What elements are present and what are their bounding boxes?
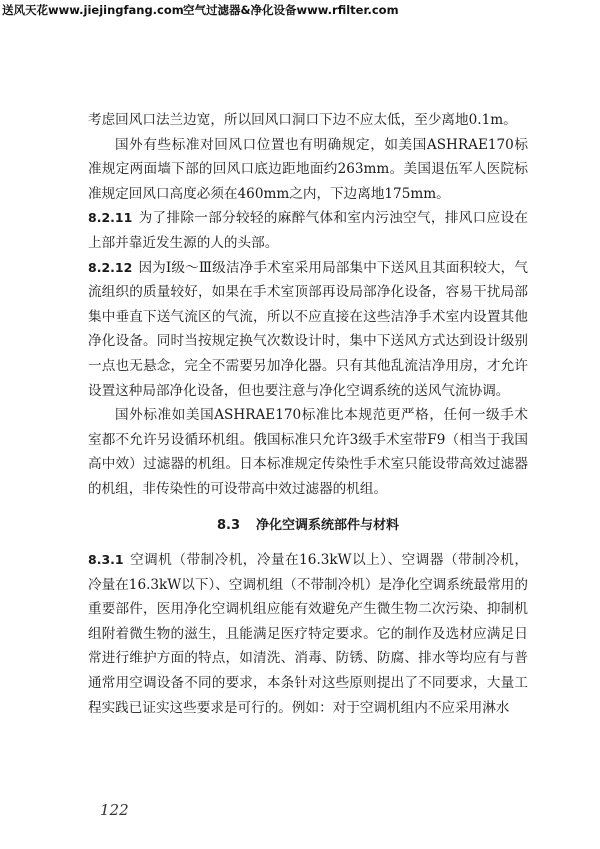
clause-8-2-12 — [88, 256, 528, 404]
paragraph-continued: 考虑回风口法兰边宽，所以回风口洞口下边不应太低，至少离地0.1m。 — [88, 112, 517, 128]
header-right-site: 空气过滤器&净化设备www.rfilter.com — [183, 3, 399, 17]
site-header — [0, 0, 600, 20]
clause-text: 因为Ⅰ级～Ⅲ级洁净手术室采用局部集中下送风且其面积较大，气流组织的质量较好，如果在手术室顶部再设局部净化设备，容易干扰局部集中垂直下送气流区的气流，所以不应直接在这些洁净手术室内设置其他净化设备。同时当按规定换气次数设计时，集中下送风方式达到设计级别一点也无悬念，完全不需要另加净化器。只有其他乱流洁净用房，才允许设置这种局部净化设备，但也要注意与净化空调系统的送风气流协调。 — [88, 259, 528, 399]
clause-text: 为了排除一部分较轻的麻醉气体和室内污浊空气，排风口应设在上部并靠近发生源的人的头部。 — [88, 210, 528, 251]
paragraph-foreign-comparison: 国外标准如美国ASHRAE170标准比本规范更严格，任何一级手术室都不允许另设循环机组。俄国标准只允许3级手术室带F9（相当于我国高中效）过滤器的机组。日本标准规定传染性手术室只能设带高效过滤器的机组，非传染性的可设带高中效过滤器的机组。 — [88, 407, 528, 497]
page-number: 122 — [100, 801, 129, 819]
section-heading — [88, 514, 528, 539]
header-left-site: 送风天花www.jiejingfang.com — [2, 3, 184, 17]
section-title-text: 净化空调系统部件与材料 — [256, 517, 400, 533]
clause-number: 8.2.11 — [88, 210, 133, 226]
clause-number: 8.3.1 — [88, 552, 124, 568]
clause-8-2-11 — [88, 206, 528, 255]
clause-text: 空调机（带制冷机，冷量在16.3kW以上）、空调器（带制冷机，冷量在16.3kW以下）、空调机组（不带制冷机）是净化空调系统最常用的重要部件，医用净化空调机组应能有效避免产生微生物二次污染、抑制机组附着微生物的滋生，且能满足医疗特定要求。它的制作及选材应满足日常进行维护方面的特点，如清洗、消毒、防锈、防腐、排水等均应有与普通常用空调设备不同的要求，本条针对这些原则提出了不同要求，大量工程实践已证实这些要求是可行的。例如：对于空调机组内不应采用淋水 — [88, 552, 528, 716]
clause-number: 8.2.12 — [88, 259, 133, 275]
page-body — [88, 108, 528, 720]
paragraph-foreign-standards: 国外有些标准对回风口位置也有明确规定，如美国ASHRAE170标准规定两面墙下部的回风口底边距地面约263mm。美国退伍军人医院标准规定回风口高度必须在460mm之内，下边离地175mm。 — [88, 136, 528, 202]
clause-8-3-1 — [88, 548, 528, 720]
section-number: 8.3 — [216, 517, 240, 533]
